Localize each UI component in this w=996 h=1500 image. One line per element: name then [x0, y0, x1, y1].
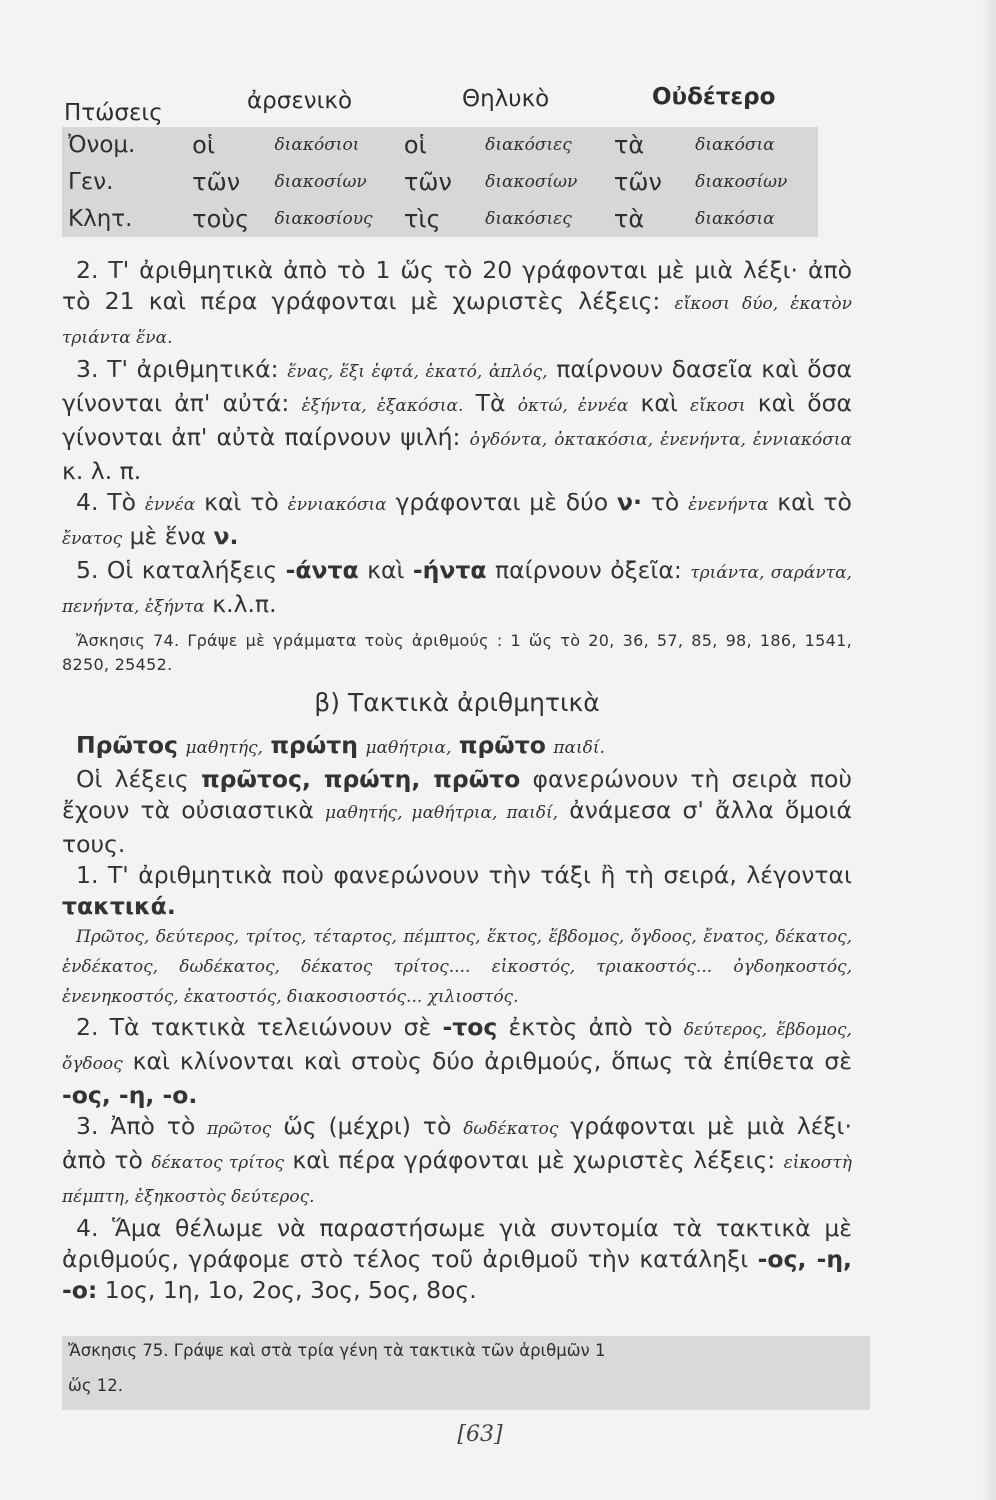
rule-text: καὶ τὸ — [204, 488, 279, 516]
noun-example: παιδί. — [553, 738, 605, 758]
ordinal-word: πρῶτος, πρώτη, πρῶτο — [201, 765, 521, 793]
feminine-form: διακόσιες — [485, 135, 572, 156]
rule-text: Τὰ — [475, 389, 506, 417]
page-edge-shadow — [982, 0, 996, 1500]
case-label: Γεν. — [68, 168, 114, 195]
rule-example: ἑξήντα, ἑξακόσια. — [301, 396, 464, 416]
rule-example: ἐννέα — [144, 495, 196, 515]
feminine-form: διακόσιες — [485, 208, 572, 229]
rule-example: εἴκοσι — [690, 396, 746, 416]
rule-text: 3. Ἀπὸ τὸ — [76, 1112, 196, 1140]
term: τακτικά. — [62, 892, 176, 920]
rule-text: γράφονται μὲ μιὰ λέξι· ἀπὸ τὸ — [62, 1112, 852, 1174]
masculine-form: διακοσίων — [274, 171, 367, 192]
rule-text: φανερώνουν τὴ σειρὰ ποὺ ἔχουν τὰ οὐσιαστικὰ — [62, 765, 852, 824]
rule-cardinal-5 — [62, 555, 852, 623]
neuter-article: τῶν — [613, 167, 662, 196]
exercise-75-line2: ὥς 12. — [68, 1376, 123, 1395]
case-label: Κλητ. — [68, 205, 133, 232]
main-text — [62, 255, 852, 1306]
rule-text: 2. Τὰ τακτικὰ τελειώνουν σὲ — [76, 1013, 432, 1041]
header-cases: Πτώσεις — [64, 100, 163, 126]
page-number: [63] — [457, 1422, 503, 1447]
rule-text: καὶ τὸ — [777, 488, 852, 516]
rule-text: ἀνάμεσα σ' ἄλλα ὅμοιά τους. — [62, 796, 852, 858]
rule-text: ὥς (μέχρι) τὸ — [283, 1112, 452, 1140]
table-row — [62, 200, 818, 237]
exercise-75-line1: Ἄσκησις 75. Γράψε καὶ στὰ τρία γένη τὰ τακτικὰ τῶν ἀριθμῶν 1 — [68, 1341, 606, 1360]
rule-example: ὀκτώ, ἐννέα — [517, 396, 629, 416]
exercise-74: Ἄσκησις 74. Γράψε μὲ γράμματα τοὺς ἀριθμούς : 1 ὥς τὸ 20, 36, 57, 85, 98, 186, 1541, 8250, 25452. — [62, 631, 852, 674]
rule-text: 4. Ἅμα θέλωμε νὰ παραστήσωμε γιὰ συντομία τὰ τακτικὰ μὲ ἀριθμούς, γράφομε στὸ τέλος τοῦ ἀριθμοῦ τὴν κατάληξι — [62, 1214, 852, 1273]
rule-text: 1ος, 1η, 1ο, 2ος, 3ος, 5ος, 8ος. — [104, 1276, 477, 1304]
header-neuter: Οὐδέτερο — [652, 84, 776, 110]
ordinal-word: Πρῶτος — [76, 731, 178, 759]
rule-suffix: -άντα — [285, 556, 359, 584]
noun-example: μαθητής, μαθήτρια, παιδί, — [325, 803, 559, 823]
rule-text: καὶ — [640, 389, 678, 417]
ordinal-word: πρῶτο — [458, 731, 546, 759]
rule-text: Οἱ λέξεις — [76, 765, 189, 793]
rule-text: 3. Τ' ἀριθμητικά: — [76, 355, 279, 383]
table-row — [62, 164, 818, 201]
rule-text: 5. Οἱ καταλήξεις — [76, 556, 278, 584]
feminine-article: οἱ — [403, 131, 427, 160]
masculine-form: διακοσίους — [274, 208, 373, 229]
rule-letter: ν. — [213, 522, 239, 550]
rule-ordinal-2 — [62, 1012, 852, 1111]
rule-example: εἴκοσι δύο, ἑκατὸν τριάντα ἕνα. — [62, 294, 852, 348]
rule-example: ἕνας, ἕξι ἑφτά, ἑκατό, ἁπλός, — [287, 362, 548, 382]
rule-text: παίρνουν ὀξεῖα: — [495, 556, 682, 584]
rule-text: καὶ — [367, 556, 405, 584]
rule-text: γράφονται μὲ δύο — [395, 488, 609, 516]
rule-text: 2. Τ' ἀριθμητικὰ ἀπὸ τὸ 1 ὥς τὸ 20 γράφονται μὲ μιὰ λέξι· ἀπὸ τὸ 21 καὶ πέρα γράφονται μὲ χωριστὲς λέξεις: — [62, 256, 852, 315]
declension-grid — [62, 127, 818, 237]
rule-letter: ν· — [616, 488, 642, 516]
section-title: β) Τακτικὰ ἀριθμητικὰ — [314, 688, 600, 717]
rule-ordinal-3 — [62, 1111, 852, 1213]
case-label: Ὀνομ. — [68, 132, 136, 159]
feminine-article: τὶς — [403, 204, 441, 233]
rule-text: καὶ ὅσα γίνονται ἀπ' αὐτὰ παίρνουν ψιλή: — [62, 389, 852, 451]
ordinal-word: πρώτη — [270, 731, 359, 759]
masculine-article: τῶν — [192, 167, 241, 196]
noun-example: μαθήτρια, — [365, 738, 452, 758]
rule-suffix: -τος — [442, 1013, 498, 1041]
table-header — [62, 82, 822, 128]
rule-example: τριάντα, σαράντα, πενήντα, ἑξήντα — [62, 563, 852, 617]
rule-text: ἐκτὸς ἀπὸ τὸ — [508, 1013, 673, 1041]
rule-example: ὀγδόντα, ὀκτακόσια, ἐνενήντα, ἐννιακόσια — [469, 430, 853, 450]
rule-text: 1. Τ' ἀριθμητικὰ ποὺ φανερώνουν τὴν τάξι ἢ τὴ σειρά, λέγονται — [76, 861, 852, 889]
feminine-article: τῶν — [403, 167, 452, 196]
rule-text: καὶ πέρα γράφονται μὲ χωριστὲς λέξεις: — [292, 1146, 776, 1174]
ordinal-explanation — [62, 764, 852, 860]
masculine-form: διακόσιοι — [274, 135, 360, 156]
rule-example: ἔνατος — [62, 529, 123, 549]
neuter-form: διακόσια — [695, 208, 775, 229]
neuter-article: τὰ — [613, 204, 645, 233]
rule-text: παίρνουν δασεῖα καὶ ὅσα γίνονται ἀπ' αὐτά: — [62, 355, 853, 417]
rule-text: τὸ — [650, 488, 680, 516]
rule-example: ἐννιακόσια — [287, 495, 387, 515]
rule-example: δωδέκατος — [463, 1119, 559, 1139]
rule-ordinal-1 — [62, 860, 852, 922]
header-masculine: ἀρσενικὸ — [247, 88, 353, 114]
rule-suffix: -ος, -η, -ο: — [62, 1245, 852, 1304]
neuter-form: διακοσίων — [695, 171, 788, 192]
feminine-form: διακοσίων — [485, 171, 578, 192]
rule-example: πρῶτος — [207, 1119, 272, 1139]
rule-example: εἰκοστὴ πέμπτη, ἑξηκοστὸς δεύτερος. — [62, 1153, 852, 1207]
rule-suffix: -ήντα — [412, 556, 487, 584]
rule-text: 4. Τὸ — [76, 488, 136, 516]
masculine-article: τοὺς — [192, 204, 250, 233]
rule-text: κ. λ. π. — [62, 457, 142, 485]
ordinal-list: Πρῶτος, δεύτερος, τρίτος, τέταρτος, πέμπτος, ἕκτος, ἕβδομος, ὄγδοος, ἔνατος, δέκατος, ἑνδέκατος, δωδέκατος, δέκατος τρίτος.... εἰκοστός, τριακοστός... ὀγδοηκοστός, ἐνενηκοστός, ἑκατοστός, διακοσιοστός... χιλιοστός. — [62, 927, 852, 1007]
neuter-form: διακόσια — [695, 135, 775, 156]
neuter-article: τὰ — [613, 131, 645, 160]
rule-example: δέκατος τρίτος — [151, 1153, 285, 1173]
rule-suffix: -ος, -η, -ο. — [62, 1081, 198, 1109]
rule-text: μὲ ἕνα — [129, 522, 207, 550]
rule-ordinal-4 — [62, 1213, 852, 1306]
header-feminine: Θηλυκὸ — [462, 86, 550, 112]
rule-cardinal-2 — [62, 255, 852, 354]
rule-text: καὶ κλίνονται καὶ στοὺς δύο ἀριθμούς, ὅπως τὰ ἐπίθετα σὲ — [132, 1047, 852, 1075]
table-row — [62, 127, 818, 164]
rule-example: δεύτερος, ἕβδομος, ὄγδοος — [62, 1020, 852, 1074]
rule-example: ἐνενήντα — [688, 495, 769, 515]
rule-cardinal-3 — [62, 354, 852, 487]
declension-table — [62, 82, 822, 233]
noun-example: μαθητής, — [185, 738, 263, 758]
exercise-75 — [62, 1336, 870, 1410]
masculine-article: οἱ — [192, 131, 215, 160]
ordinal-intro — [62, 730, 852, 764]
rule-text: κ.λ.π. — [212, 590, 277, 618]
rule-cardinal-4 — [62, 487, 852, 555]
